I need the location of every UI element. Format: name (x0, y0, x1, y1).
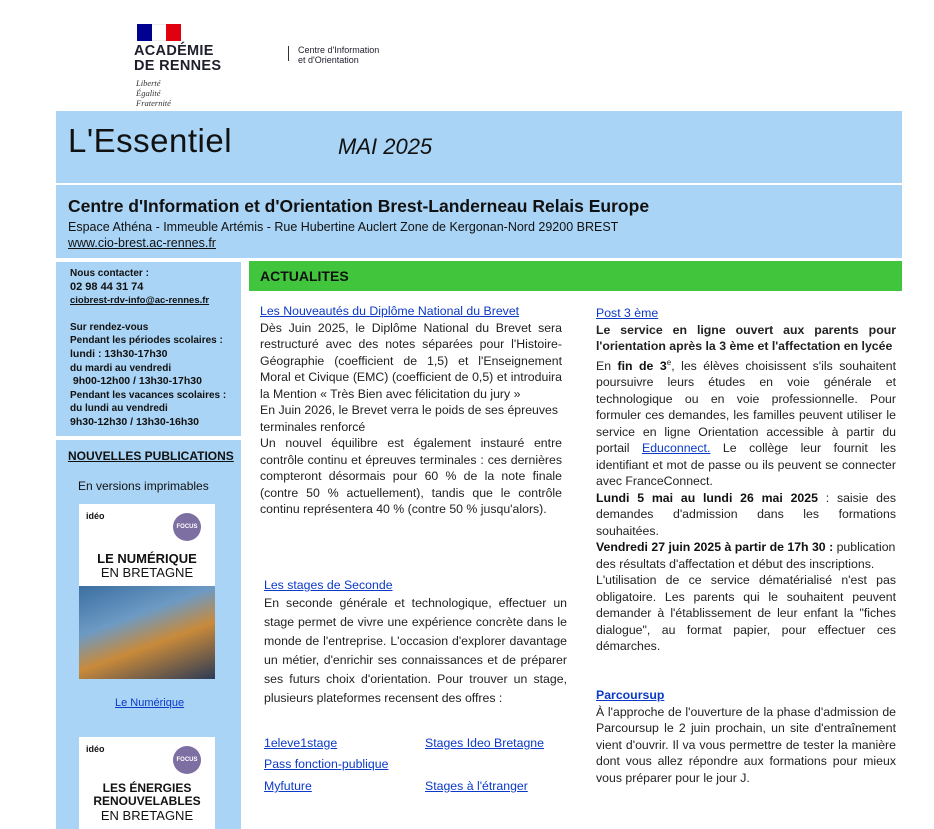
link-pass-fonction-publique[interactable]: Pass fonction-publique (264, 757, 389, 771)
stages-heading[interactable]: Les stages de Seconde (264, 578, 393, 592)
academie-logo-text: ACADÉMIE DE RENNES (134, 43, 222, 74)
newsletter-title: L'Essentiel (68, 122, 233, 159)
cover-title: LES ÉNERGIES RENOUVELABLES EN BRETAGNE (93, 781, 201, 823)
brevet-article: Les Nouveautés du Diplôme National du Brevet Dès Juin 2025, le Diplôme National du Brevet sera restructuré avec des notes séparées pour l'Histoire-Géographie (coefficient de 1,5) et l'Enseignement Moral et Civique (EMC) (coefficient de 0,5) et introduira la Mention « Très Bien avec félicitation du jury » En Juin 2026, le Brevet verra le poids de ses épreuves terminales renforcé Un nouvel équilibre est également instauré entre contrôle continu et épreuves terminales : ces dernières compteront désormais pour 60 % de la note finale (contre 50 % actuellement), tandis que le contrôle continu représentera 40 % (contre 50 % jusqu'alors). (260, 304, 562, 516)
link-1eleve1stage[interactable]: 1eleve1stage (264, 736, 338, 750)
publications-title: NOUVELLES PUBLICATIONS (68, 449, 234, 463)
educonnect-link[interactable]: Educonnect. (642, 441, 711, 456)
centre-address: Espace Athéna - Immeuble Artémis - Rue Hubertine Auclert Zone de Kergonan-Nord 29200 BREST (68, 220, 619, 234)
contact-info: Nous contacter : 02 98 44 31 74 ciobrest-rdv-info@ac-rennes.fr Sur rendez-vous Pendant les périodes scolaires : lundi : 13h30-17h30 du mardi au vendredi 9h00-12h00 / 13h30-17h30 Pendant les vacances scolaires : du lundi au vendredi 9h30-12h30 / 13h30-16h30 (70, 268, 227, 428)
centre-name: Centre d'Information et d'Orientation Brest-Landerneau Relais Europe (68, 196, 650, 216)
brevet-heading[interactable]: Les Nouveautés du Diplôme National du Brevet (260, 304, 520, 318)
cio-header-label: Centre d'Information et d'Orientation (298, 45, 380, 65)
publication-cover-energies[interactable] (79, 737, 215, 829)
post3-article: Post 3 ème Le service en ligne ouvert aux parents pour l'orientation après la 3 ème et l'affectation en lycée En fin de 3e, les élèves choisissent s'ils souhaitent poursuivre leurs études en voie générale et technologique ou en voie professionnelle. Pour formuler ces demandes, les familles peuvent utiliser le service en ligne Orientation accessible à partir du portail Educonnect. Le collège leur fournit les identifiant et mot de passe ou ils peuvent se connecter avec FranceConnect. Lundi 5 mai au lundi 26 mai 2025 : saisie des demandes d'admission dans les formations souhaitées. Vendredi 27 juin 2025 à partir de 17h 30 : publication des résultats d'affectation et début des inscriptions. L'utilisation de ce service dématérialisé n'est pas obligatoire. Les parents qui le souhaitent peuvent demander à l'établissement de leur enfant la "fiches dialogue", au format papier, pour effectuer ces démarches. (596, 306, 896, 654)
link-myfuture[interactable]: Myfuture (264, 779, 312, 793)
post3-heading[interactable]: Post 3 ème (596, 306, 659, 320)
contact-email-link[interactable]: ciobrest-rdv-info@ac-rennes.fr (70, 295, 210, 307)
ideo-logo: idéo (86, 511, 105, 521)
link-stages-etranger[interactable]: Stages à l'étranger (425, 779, 528, 793)
newsletter-month: MAI 2025 (338, 134, 433, 159)
focus-badge: FOCUS (173, 746, 201, 774)
marianne-flag-logo (137, 24, 181, 41)
republic-motto: Liberté Égalité Fraternité (136, 78, 171, 108)
parcoursup-heading[interactable]: Parcoursup (596, 688, 665, 702)
cover-title: LE NUMÉRIQUE EN BRETAGNE (97, 551, 197, 580)
stages-article: Les stages de Seconde En seconde générale et technologique, effectuer un stage permet de vivre une expérience concrète dans le monde de l'entreprise. L'occasion d'explorer davantage un métier, d'enrichir ses connaissances et de préparer ses futurs choix d'orientation. Pour trouver un stage, plusieurs plateformes recensent des offres : (264, 578, 567, 705)
ideo-logo: idéo (86, 744, 105, 754)
cover-photo (79, 586, 215, 679)
publication-cover-numerique[interactable] (79, 504, 215, 679)
centre-website-link[interactable]: www.cio-brest.ac-rennes.fr (68, 236, 216, 250)
link-stages-ideo-bretagne[interactable]: Stages Ideo Bretagne (425, 736, 544, 750)
parcoursup-article: Parcoursup À l'approche de l'ouverture de la phase d'admission de Parcoursup le 2 juin prochain, un site d'entraînement vient d'ouvrir. Il va vous permettre de tester la manière dont vous allez répondre aux formations pour mieux vous préparer pour le jour J. (596, 688, 896, 785)
focus-badge: FOCUS (173, 513, 201, 541)
publications-subtitle: En versions imprimables (78, 479, 209, 493)
logo-divider (288, 46, 289, 61)
publication-link-numerique[interactable]: Le Numérique (115, 697, 185, 709)
actualites-label: ACTUALITES (260, 268, 349, 284)
